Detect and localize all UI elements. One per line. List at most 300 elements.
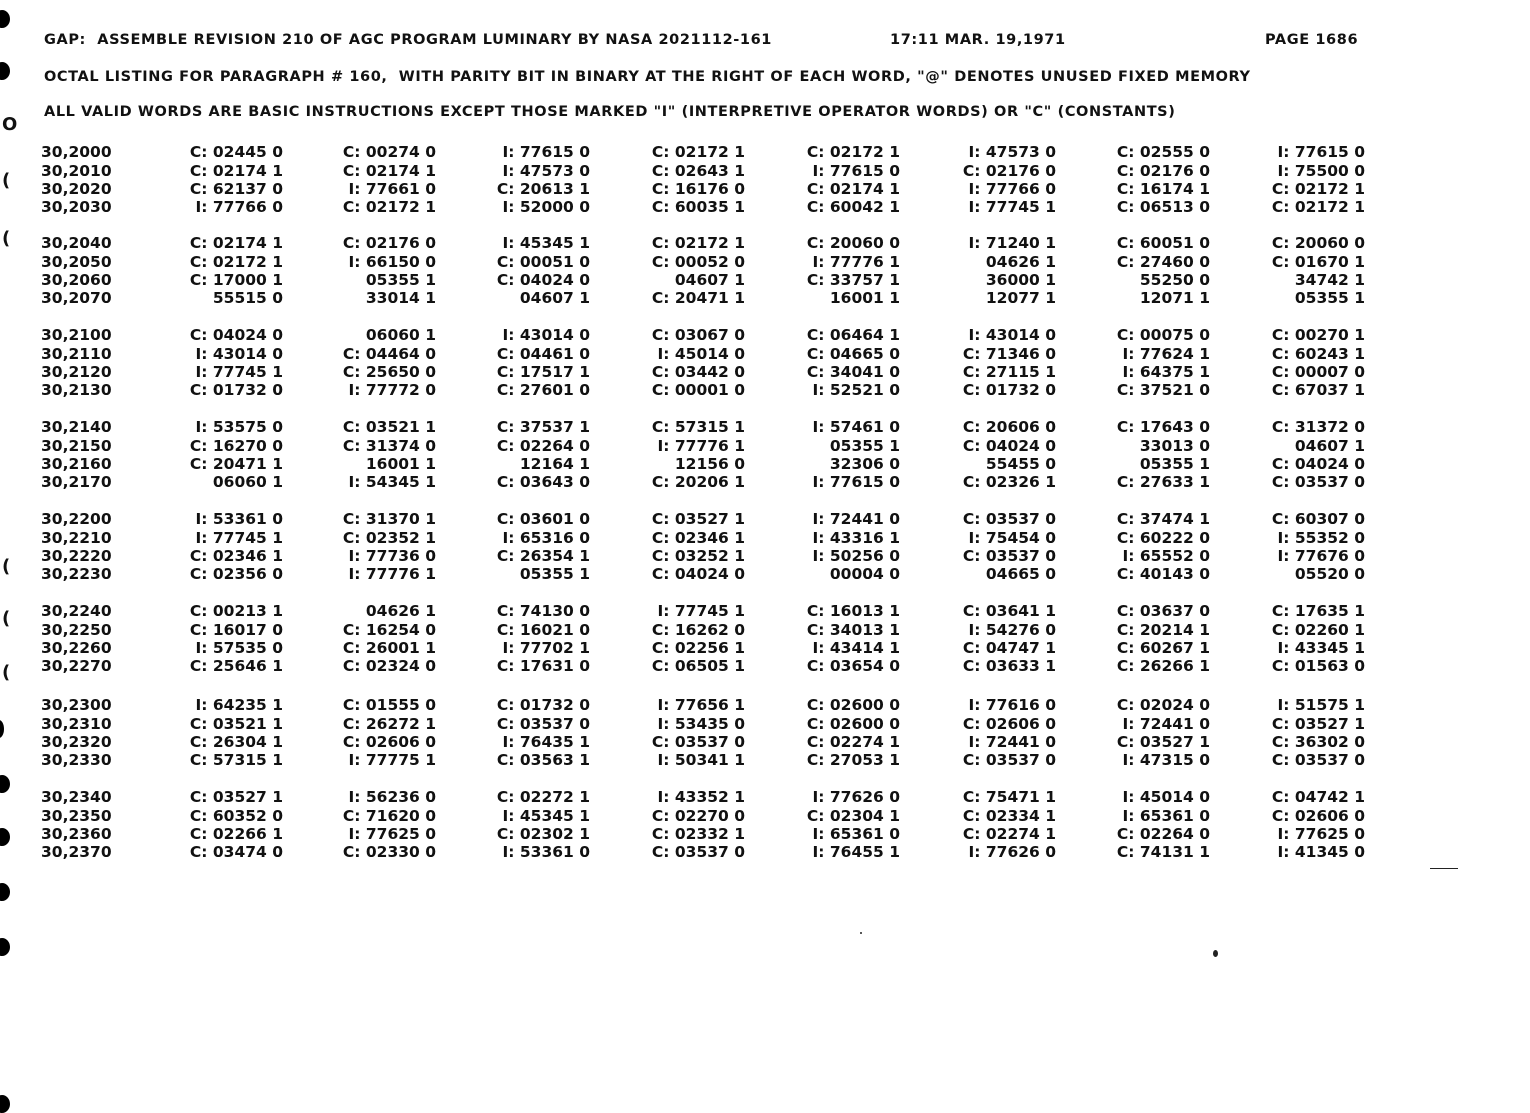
octal-word: C: 06513 0 — [1116, 198, 1210, 216]
octal-word: C: 27053 1 — [806, 751, 900, 769]
octal-word: C: 03537 0 — [962, 547, 1056, 565]
listing-row — [0, 271, 1530, 289]
octal-word: I: 43014 0 — [195, 345, 283, 363]
octal-word: C: 02256 1 — [651, 639, 745, 657]
octal-word: I: 77625 0 — [1277, 825, 1365, 843]
octal-word: C: 02600 0 — [806, 696, 900, 714]
memory-address: 30,2070 — [41, 289, 112, 307]
octal-word: C: 01732 0 — [962, 381, 1056, 399]
octal-word: C: 03537 0 — [1271, 751, 1365, 769]
octal-word: C: 25646 1 — [189, 657, 283, 675]
margin-mark: ( — [2, 228, 11, 249]
ink-speck — [1430, 868, 1458, 869]
octal-word: C: 26272 1 — [342, 715, 436, 733]
listing-row — [0, 529, 1530, 547]
octal-word: C: 31372 0 — [1271, 418, 1365, 436]
binder-hole — [0, 1095, 10, 1113]
listing-row — [0, 162, 1530, 180]
octal-word: I: 41345 0 — [1277, 843, 1365, 861]
listing-row — [0, 602, 1530, 620]
octal-word: C: 71346 0 — [962, 345, 1056, 363]
octal-word: C: 02272 1 — [496, 788, 590, 806]
octal-word: C: 60307 0 — [1271, 510, 1365, 528]
octal-word: C: 17000 1 — [189, 271, 283, 289]
octal-word: I: 71240 1 — [968, 234, 1056, 252]
octal-word: I: 45345 1 — [502, 234, 590, 252]
octal-word: 05355 1 — [365, 271, 436, 289]
binder-hole — [0, 62, 10, 80]
listing-row — [0, 751, 1530, 769]
octal-word: I: 64235 1 — [195, 696, 283, 714]
octal-word: C: 03537 0 — [651, 733, 745, 751]
octal-word: C: 02176 0 — [342, 234, 436, 252]
memory-address: 30,2270 — [41, 657, 112, 675]
octal-word: C: 60035 1 — [651, 198, 745, 216]
memory-address: 30,2350 — [41, 807, 112, 825]
octal-word: C: 03527 1 — [651, 510, 745, 528]
octal-word: C: 02264 0 — [1116, 825, 1210, 843]
octal-word: I: 72441 0 — [1122, 715, 1210, 733]
octal-word: I: 52000 0 — [502, 198, 590, 216]
octal-word: C: 02332 1 — [651, 825, 745, 843]
octal-word: I: 77676 0 — [1277, 547, 1365, 565]
octal-word: I: 77745 1 — [195, 529, 283, 547]
octal-word: C: 34013 1 — [806, 621, 900, 639]
listing-row — [0, 345, 1530, 363]
octal-word: C: 02174 1 — [806, 180, 900, 198]
listing-row — [0, 363, 1530, 381]
octal-word: C: 26001 1 — [342, 639, 436, 657]
octal-word: 33013 0 — [1139, 437, 1210, 455]
listing-row — [0, 510, 1530, 528]
octal-word: C: 02172 1 — [1271, 198, 1365, 216]
octal-word: C: 20206 1 — [651, 473, 745, 491]
octal-word: C: 02172 1 — [806, 143, 900, 161]
octal-word: C: 20613 1 — [496, 180, 590, 198]
octal-word: C: 03537 0 — [496, 715, 590, 733]
octal-word: C: 00001 0 — [651, 381, 745, 399]
octal-word: C: 40143 0 — [1116, 565, 1210, 583]
memory-address: 30,2260 — [41, 639, 112, 657]
octal-word: I: 53575 0 — [195, 418, 283, 436]
octal-word: I: 77766 0 — [968, 180, 1056, 198]
octal-word: I: 77615 0 — [812, 162, 900, 180]
octal-word: C: 03442 0 — [651, 363, 745, 381]
octal-word: I: 45014 0 — [657, 345, 745, 363]
listing-description: OCTAL LISTING FOR PARAGRAPH # 160, WITH PARITY BIT IN BINARY AT THE RIGHT OF EACH WORD, "@" DENOTES UNUSED FIXED MEMORY — [44, 69, 1251, 85]
octal-word: 12156 0 — [674, 455, 745, 473]
octal-word: I: 43352 1 — [657, 788, 745, 806]
octal-word: C: 00270 1 — [1271, 326, 1365, 344]
octal-word: C: 02274 1 — [962, 825, 1056, 843]
octal-word: C: 03521 1 — [189, 715, 283, 733]
octal-word: C: 02266 1 — [189, 825, 283, 843]
octal-word: I: 77772 0 — [348, 381, 436, 399]
octal-word: C: 27601 0 — [496, 381, 590, 399]
octal-word: C: 02324 0 — [342, 657, 436, 675]
octal-word: I: 77776 1 — [348, 565, 436, 583]
memory-address: 30,2340 — [41, 788, 112, 806]
memory-address: 30,2200 — [41, 510, 112, 528]
octal-word: C: 04024 0 — [651, 565, 745, 583]
octal-word: I: 77776 1 — [657, 437, 745, 455]
octal-word: 55455 0 — [985, 455, 1056, 473]
octal-word: I: 65361 0 — [812, 825, 900, 843]
listing-row — [0, 455, 1530, 473]
octal-word: 05355 1 — [1294, 289, 1365, 307]
octal-word: I: 50256 0 — [812, 547, 900, 565]
octal-word: C: 01670 1 — [1271, 253, 1365, 271]
octal-word: I: 53361 0 — [502, 843, 590, 861]
listing-row — [0, 418, 1530, 436]
octal-word: C: 06505 1 — [651, 657, 745, 675]
octal-word: C: 17635 1 — [1271, 602, 1365, 620]
memory-address: 30,2320 — [41, 733, 112, 751]
ink-speck — [1213, 950, 1218, 957]
listing-row — [0, 621, 1530, 639]
octal-word: C: 16262 0 — [651, 621, 745, 639]
octal-word: C: 60051 0 — [1116, 234, 1210, 252]
memory-address: 30,2220 — [41, 547, 112, 565]
octal-word: C: 57315 1 — [189, 751, 283, 769]
octal-word: C: 04665 0 — [806, 345, 900, 363]
octal-word: 33014 1 — [365, 289, 436, 307]
octal-word: C: 02600 0 — [806, 715, 900, 733]
binder-hole — [0, 10, 10, 28]
octal-word: C: 60243 1 — [1271, 345, 1365, 363]
octal-word: C: 26266 1 — [1116, 657, 1210, 675]
listing-row — [0, 198, 1530, 216]
octal-word: I: 47573 0 — [502, 162, 590, 180]
octal-word: C: 02274 1 — [806, 733, 900, 751]
octal-word: 05355 1 — [1139, 455, 1210, 473]
octal-word: C: 03601 0 — [496, 510, 590, 528]
assembly-timestamp: 17:11 MAR. 19,1971 — [890, 32, 1066, 48]
margin-mark: ( — [2, 170, 11, 191]
octal-word: C: 20606 0 — [962, 418, 1056, 436]
octal-word: C: 16017 0 — [189, 621, 283, 639]
octal-word: C: 02174 1 — [189, 162, 283, 180]
octal-word: C: 20471 1 — [651, 289, 745, 307]
octal-word: C: 03537 0 — [651, 843, 745, 861]
octal-word: C: 02172 1 — [651, 143, 745, 161]
page-number: PAGE 1686 — [1265, 32, 1359, 48]
octal-word: C: 04024 0 — [962, 437, 1056, 455]
listing-row — [0, 381, 1530, 399]
listing-row — [0, 180, 1530, 198]
octal-word: C: 02356 0 — [189, 565, 283, 583]
octal-word: 04626 1 — [365, 602, 436, 620]
octal-word: C: 67037 1 — [1271, 381, 1365, 399]
octal-word: C: 00274 0 — [342, 143, 436, 161]
memory-address: 30,2250 — [41, 621, 112, 639]
octal-word: C: 57315 1 — [651, 418, 745, 436]
memory-address: 30,2060 — [41, 271, 112, 289]
listing-row — [0, 234, 1530, 252]
octal-word: C: 17643 0 — [1116, 418, 1210, 436]
memory-address: 30,2110 — [41, 345, 112, 363]
octal-word: C: 03563 1 — [496, 751, 590, 769]
listing-row — [0, 843, 1530, 861]
memory-address: 30,2150 — [41, 437, 112, 455]
octal-word: C: 01732 0 — [189, 381, 283, 399]
octal-word: 04607 1 — [674, 271, 745, 289]
octal-word: C: 02326 1 — [962, 473, 1056, 491]
octal-word: C: 16254 0 — [342, 621, 436, 639]
octal-word: I: 77745 1 — [657, 602, 745, 620]
octal-word: I: 43014 0 — [502, 326, 590, 344]
octal-word: C: 03252 1 — [651, 547, 745, 565]
octal-word: I: 43316 1 — [812, 529, 900, 547]
octal-word: C: 02555 0 — [1116, 143, 1210, 161]
octal-word: C: 04461 0 — [496, 345, 590, 363]
octal-word: I: 43345 1 — [1277, 639, 1365, 657]
octal-word: C: 36302 0 — [1271, 733, 1365, 751]
octal-word: C: 27115 1 — [962, 363, 1056, 381]
listing-row — [0, 473, 1530, 491]
octal-word: C: 31374 0 — [342, 437, 436, 455]
octal-word: I: 65552 0 — [1122, 547, 1210, 565]
margin-mark: ( — [2, 662, 11, 683]
octal-word: I: 77745 1 — [968, 198, 1056, 216]
octal-word: 05355 1 — [829, 437, 900, 455]
listing-row — [0, 657, 1530, 675]
octal-word: I: 65361 0 — [1122, 807, 1210, 825]
octal-word: C: 06464 1 — [806, 326, 900, 344]
memory-address: 30,2100 — [41, 326, 112, 344]
margin-mark: ( — [2, 556, 11, 577]
octal-word: 04607 1 — [519, 289, 590, 307]
octal-word: C: 33757 1 — [806, 271, 900, 289]
memory-address: 30,2000 — [41, 143, 112, 161]
octal-word: I: 77766 0 — [195, 198, 283, 216]
memory-address: 30,2240 — [41, 602, 112, 620]
octal-word: C: 00213 1 — [189, 602, 283, 620]
octal-word: C: 02260 1 — [1271, 621, 1365, 639]
octal-word: I: 47315 0 — [1122, 751, 1210, 769]
octal-word: C: 01555 0 — [342, 696, 436, 714]
octal-word: C: 03527 1 — [1116, 733, 1210, 751]
ink-speck — [860, 932, 862, 934]
octal-word: C: 37537 1 — [496, 418, 590, 436]
memory-address: 30,2130 — [41, 381, 112, 399]
octal-word: I: 77626 0 — [968, 843, 1056, 861]
listing-legend: ALL VALID WORDS ARE BASIC INSTRUCTIONS EXCEPT THOSE MARKED "I" (INTERPRETIVE OPERATOR WORDS) OR "C" (CONSTANTS) — [44, 104, 1176, 120]
binder-hole — [0, 938, 10, 956]
octal-word: 32306 0 — [829, 455, 900, 473]
octal-word: C: 03521 1 — [342, 418, 436, 436]
octal-word: C: 16021 0 — [496, 621, 590, 639]
octal-word: I: 52521 0 — [812, 381, 900, 399]
octal-word: I: 54345 1 — [348, 473, 436, 491]
listing-row — [0, 143, 1530, 161]
octal-word: I: 76435 1 — [502, 733, 590, 751]
memory-address: 30,2310 — [41, 715, 112, 733]
octal-word: C: 02445 0 — [189, 143, 283, 161]
octal-word: C: 31370 1 — [342, 510, 436, 528]
octal-word: C: 03067 0 — [651, 326, 745, 344]
octal-word: 12164 1 — [519, 455, 590, 473]
octal-word: C: 03637 0 — [1116, 602, 1210, 620]
octal-word: 06060 1 — [212, 473, 283, 491]
octal-word: C: 04024 0 — [496, 271, 590, 289]
octal-word: I: 77656 1 — [657, 696, 745, 714]
octal-word: C: 02172 1 — [651, 234, 745, 252]
octal-word: C: 20471 1 — [189, 455, 283, 473]
octal-word: C: 74130 0 — [496, 602, 590, 620]
octal-word: 12071 1 — [1139, 289, 1210, 307]
octal-word: 05520 0 — [1294, 565, 1365, 583]
octal-word: I: 55352 0 — [1277, 529, 1365, 547]
octal-word: C: 34041 0 — [806, 363, 900, 381]
octal-word: C: 71620 0 — [342, 807, 436, 825]
listing-row — [0, 437, 1530, 455]
octal-word: C: 02304 1 — [806, 807, 900, 825]
octal-word: C: 00075 0 — [1116, 326, 1210, 344]
octal-word: C: 03474 0 — [189, 843, 283, 861]
octal-word: C: 00052 0 — [651, 253, 745, 271]
octal-word: C: 03633 1 — [962, 657, 1056, 675]
listing-row — [0, 733, 1530, 751]
octal-word: C: 75471 1 — [962, 788, 1056, 806]
memory-address: 30,2300 — [41, 696, 112, 714]
octal-word: I: 54276 0 — [968, 621, 1056, 639]
octal-word: I: 45014 0 — [1122, 788, 1210, 806]
octal-word: I: 77615 0 — [1277, 143, 1365, 161]
margin-mark: O — [2, 114, 18, 135]
octal-word: I: 43414 1 — [812, 639, 900, 657]
listing-row — [0, 565, 1530, 583]
listing-row — [0, 696, 1530, 714]
octal-word: C: 02334 1 — [962, 807, 1056, 825]
octal-word: C: 20214 1 — [1116, 621, 1210, 639]
octal-word: C: 02174 1 — [189, 234, 283, 252]
octal-word: C: 04024 0 — [189, 326, 283, 344]
octal-word: I: 53435 0 — [657, 715, 745, 733]
octal-word: C: 03641 1 — [962, 602, 1056, 620]
octal-word: C: 02346 1 — [651, 529, 745, 547]
octal-word: 55515 0 — [212, 289, 283, 307]
octal-word: C: 04742 1 — [1271, 788, 1365, 806]
octal-word: 04665 0 — [985, 565, 1056, 583]
octal-word: C: 20060 0 — [1271, 234, 1365, 252]
octal-word: C: 02352 1 — [342, 529, 436, 547]
octal-word: I: 57461 0 — [812, 418, 900, 436]
octal-word: C: 02606 0 — [962, 715, 1056, 733]
octal-word: C: 02172 1 — [189, 253, 283, 271]
listing-row — [0, 289, 1530, 307]
octal-word: C: 03537 0 — [1271, 473, 1365, 491]
octal-word: I: 77624 1 — [1122, 345, 1210, 363]
binder-hole — [0, 883, 10, 901]
octal-word: C: 16176 0 — [651, 180, 745, 198]
memory-address: 30,2010 — [41, 162, 112, 180]
memory-address: 30,2120 — [41, 363, 112, 381]
octal-word: I: 77615 0 — [502, 143, 590, 161]
octal-word: C: 62137 0 — [189, 180, 283, 198]
octal-word: C: 60042 1 — [806, 198, 900, 216]
octal-word: C: 03643 0 — [496, 473, 590, 491]
octal-word: C: 27460 0 — [1116, 253, 1210, 271]
octal-word: C: 02643 1 — [651, 162, 745, 180]
octal-word: C: 37521 0 — [1116, 381, 1210, 399]
octal-word: I: 47573 0 — [968, 143, 1056, 161]
octal-word: C: 03527 1 — [189, 788, 283, 806]
octal-word: C: 02176 0 — [962, 162, 1056, 180]
octal-word: C: 27633 1 — [1116, 473, 1210, 491]
octal-word: C: 02302 1 — [496, 825, 590, 843]
octal-word: 05355 1 — [519, 565, 590, 583]
octal-word: I: 77702 1 — [502, 639, 590, 657]
octal-word: C: 02176 0 — [1116, 162, 1210, 180]
octal-word: C: 02024 0 — [1116, 696, 1210, 714]
octal-word: C: 02172 1 — [342, 198, 436, 216]
memory-address: 30,2160 — [41, 455, 112, 473]
memory-address: 30,2370 — [41, 843, 112, 861]
octal-word: I: 56236 0 — [348, 788, 436, 806]
margin-mark: ( — [2, 608, 11, 629]
octal-word: C: 02606 0 — [342, 733, 436, 751]
octal-word: I: 65316 0 — [502, 529, 590, 547]
octal-word: C: 02172 1 — [1271, 180, 1365, 198]
octal-word: I: 64375 1 — [1122, 363, 1210, 381]
octal-word: C: 03537 0 — [962, 751, 1056, 769]
octal-word: C: 16013 1 — [806, 602, 900, 620]
octal-word: C: 04747 1 — [962, 639, 1056, 657]
octal-word: I: 77615 0 — [812, 473, 900, 491]
octal-word: 16001 1 — [365, 455, 436, 473]
octal-word: C: 04024 0 — [1271, 455, 1365, 473]
octal-word: 12077 1 — [985, 289, 1056, 307]
octal-word: C: 26304 1 — [189, 733, 283, 751]
listing-row — [0, 788, 1530, 806]
memory-address: 30,2170 — [41, 473, 112, 491]
listing-row — [0, 639, 1530, 657]
listing-title: GAP: ASSEMBLE REVISION 210 OF AGC PROGRAM LUMINARY BY NASA 2021112-161 — [44, 32, 772, 48]
octal-word: I: 53361 0 — [195, 510, 283, 528]
octal-word: C: 02270 0 — [651, 807, 745, 825]
octal-word: C: 01563 0 — [1271, 657, 1365, 675]
listing-row — [0, 807, 1530, 825]
octal-word: C: 02330 0 — [342, 843, 436, 861]
octal-word: C: 25650 0 — [342, 363, 436, 381]
octal-word: 16001 1 — [829, 289, 900, 307]
octal-word: I: 43014 0 — [968, 326, 1056, 344]
octal-word: 06060 1 — [365, 326, 436, 344]
octal-word: C: 04464 0 — [342, 345, 436, 363]
octal-word: I: 51575 1 — [1277, 696, 1365, 714]
octal-word: C: 01732 0 — [496, 696, 590, 714]
octal-word: 34742 1 — [1294, 271, 1365, 289]
octal-word: C: 17517 1 — [496, 363, 590, 381]
listing-row — [0, 825, 1530, 843]
octal-word: C: 02264 0 — [496, 437, 590, 455]
octal-word: C: 16174 1 — [1116, 180, 1210, 198]
octal-word: C: 17631 0 — [496, 657, 590, 675]
octal-word: C: 37474 1 — [1116, 510, 1210, 528]
octal-word: C: 74131 1 — [1116, 843, 1210, 861]
octal-word: 36000 1 — [985, 271, 1056, 289]
octal-word: 00004 0 — [829, 565, 900, 583]
memory-address: 30,2230 — [41, 565, 112, 583]
memory-address: 30,2050 — [41, 253, 112, 271]
octal-word: I: 77736 0 — [348, 547, 436, 565]
listing-row — [0, 715, 1530, 733]
octal-word: C: 02346 1 — [189, 547, 283, 565]
octal-word: I: 77661 0 — [348, 180, 436, 198]
octal-word: I: 50341 1 — [657, 751, 745, 769]
octal-word: C: 02174 1 — [342, 162, 436, 180]
